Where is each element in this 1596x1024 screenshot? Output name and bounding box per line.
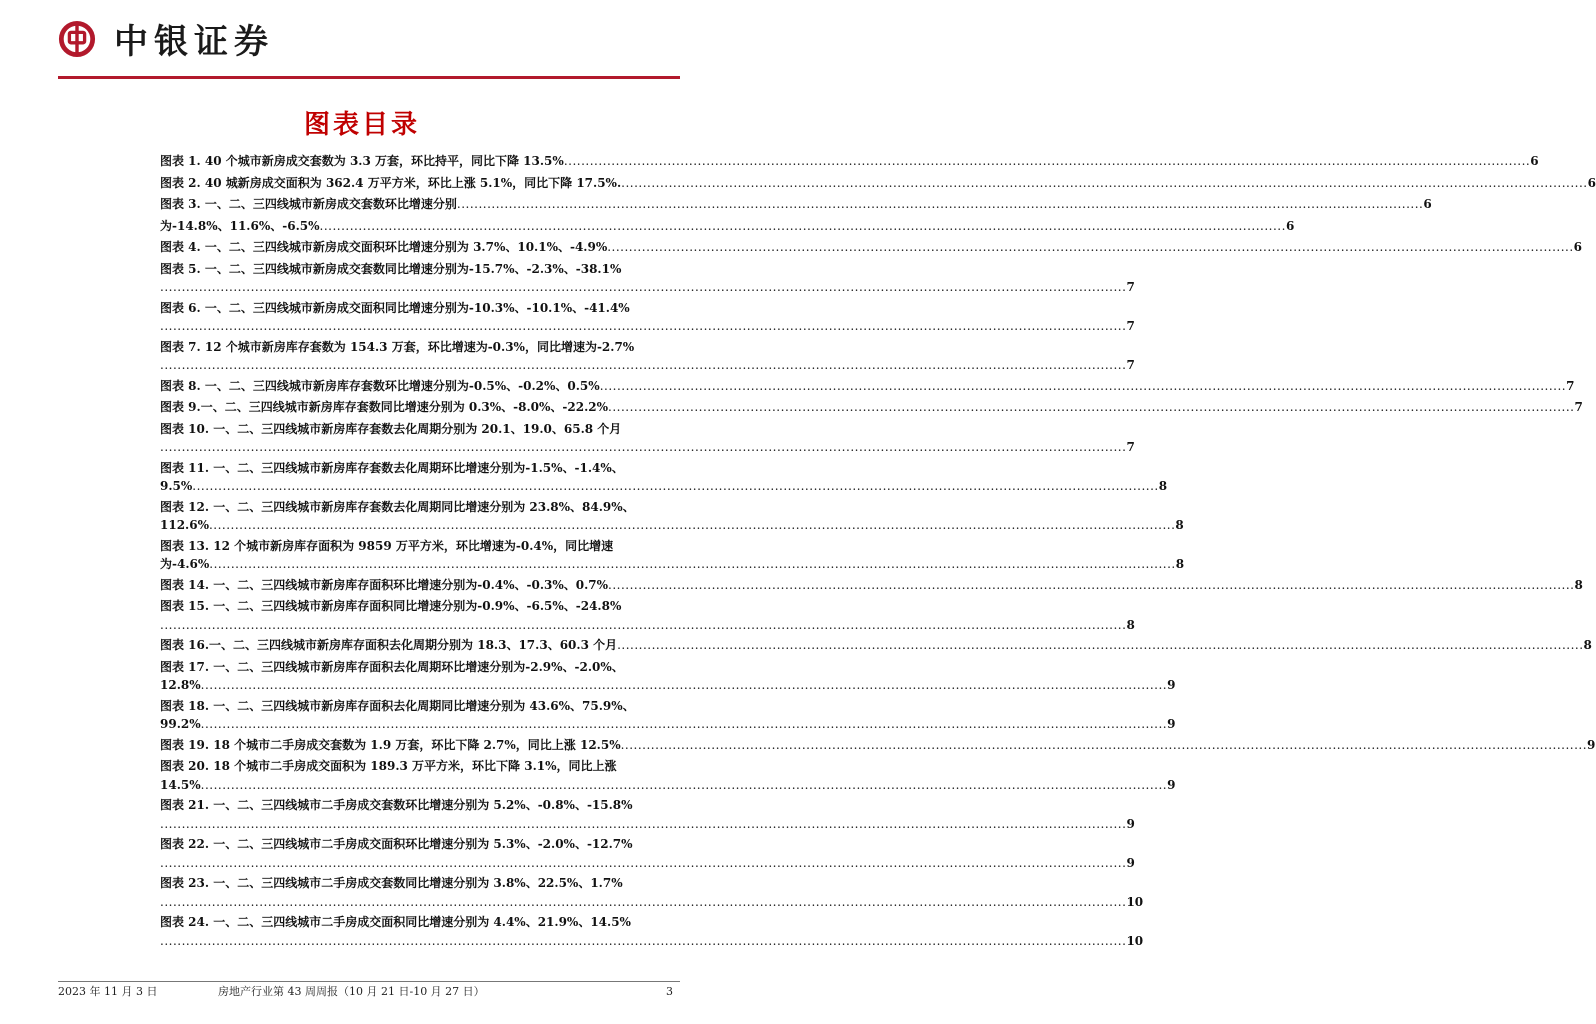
toc-leader-dots — [617, 636, 1583, 655]
toc-entry-text: 图表 15. 一、二、三四线城市新房库存面积同比增速分别为-0.9%、-6.5%、-24.8% — [160, 599, 622, 613]
footer-page-number: 3 — [666, 985, 673, 998]
toc-leader-dots — [192, 477, 1158, 496]
toc-page-number: 10 — [1126, 933, 1144, 948]
brand-name: 中银证券 — [114, 22, 274, 62]
toc-leader-dots — [320, 217, 1286, 236]
toc-entry[interactable] — [160, 217, 1295, 236]
toc-leader-dots — [209, 555, 1175, 574]
toc-page-number: 8 — [1158, 479, 1168, 493]
toc-entry[interactable] — [160, 636, 1592, 655]
toc-entry-text: 图表 1. 40 个城市新房成交套数为 3.3 万套，环比持平，同比下降 13.5% — [160, 154, 564, 168]
toc-leader-dots — [160, 616, 1126, 635]
table-of-figures — [160, 152, 1596, 952]
toc-page-number: 7 — [1126, 280, 1135, 294]
page-header — [0, 0, 724, 80]
toc-entry-text: 图表 11. 一、二、三四线城市新房库存套数去化周期环比增速分别为-1.5%、-1.4%、 — [160, 460, 624, 475]
toc-page-number: 9 — [1587, 737, 1596, 752]
toc-entry-text: 99.2% — [160, 717, 201, 731]
toc-entry[interactable] — [160, 576, 1583, 595]
toc-entry-text: 图表 18. 一、二、三四线城市新房库存面积去化周期同比增速分别为 43.6%、75.9%、 — [160, 698, 635, 713]
footer-divider — [58, 981, 680, 982]
toc-leader-dots — [160, 278, 1126, 297]
toc-entry[interactable] — [160, 835, 1135, 872]
toc-page-number: 8 — [1175, 518, 1184, 532]
toc-page-number: 7 — [1126, 358, 1135, 372]
toc-page-number: 6 — [1423, 197, 1432, 211]
toc-entry-text: 为-14.8%、11.6%、-6.5% — [160, 218, 320, 233]
toc-entry[interactable] — [160, 537, 1185, 574]
toc-page-number: 6 — [1530, 154, 1539, 168]
toc-entry[interactable] — [160, 757, 1176, 794]
toc-leader-dots — [160, 932, 1126, 951]
toc-entry[interactable] — [160, 152, 1539, 171]
toc-entry[interactable] — [160, 238, 1583, 257]
toc-entry-text: 图表 10. 一、二、三四线城市新房库存套数去化周期分别为 20.1、19.0、65.8 个月 — [160, 421, 622, 436]
toc-leader-dots — [564, 152, 1530, 171]
toc-entry[interactable] — [160, 299, 1135, 336]
toc-page-number: 9 — [1126, 816, 1135, 831]
toc-entry-text: 图表 19. 18 个城市二手房成交套数为 1.9 万套，环比下降 2.7%，同比上涨 12.5% — [160, 737, 621, 752]
toc-page-number: 9 — [1167, 717, 1176, 731]
toc-page-number: 7 — [1126, 319, 1135, 333]
toc-entry[interactable] — [160, 459, 1168, 496]
toc-entry[interactable] — [160, 338, 1135, 375]
toc-entry[interactable] — [160, 913, 1144, 950]
toc-leader-dots — [209, 516, 1175, 535]
toc-page-number: 6 — [1573, 240, 1583, 254]
footer-report-title: 房地产行业第 43 周周报（10 月 21 日-10 月 27 日） — [218, 985, 485, 998]
toc-entry-text: 图表 22. 一、二、三四线城市二手房成交面积环比增速分别为 5.3%、-2.0%、-12.7% — [160, 837, 633, 851]
toc-entry-text: 图表 3. 一、二、三四线城市新房成交套数环比增速分别 — [160, 197, 457, 211]
toc-entry-text: 图表 5. 一、二、三四线城市新房成交套数同比增速分别为-15.7%、-2.3%、-38.1% — [160, 261, 622, 276]
toc-page-number: 8 — [1126, 617, 1135, 632]
header-divider — [58, 76, 680, 79]
toc-entry-text: 图表 7. 12 个城市新房库存套数为 154.3 万套，环比增速为-0.3%，同比增速为-2.7% — [160, 339, 635, 354]
toc-entry-text: 图表 8. 一、二、三四线城市新房库存套数环比增速分别为-0.5%、-0.2%、0.5% — [160, 378, 600, 393]
toc-entry-text: 图表 24. 一、二、三四线城市二手房成交面积同比增速分别为 4.4%、21.9%、14.5% — [160, 915, 631, 929]
toc-entry[interactable] — [160, 658, 1176, 695]
toc-entry-text: 图表 20. 18 个城市二手房成交面积为 189.3 万平方米，环比下降 3.1%，同比上涨 — [160, 759, 617, 773]
toc-page-number: 7 — [1566, 378, 1575, 393]
toc-page-number: 9 — [1126, 855, 1135, 870]
toc-leader-dots — [160, 815, 1126, 834]
toc-entry[interactable] — [160, 195, 1432, 214]
toc-entry-text: 9.5% — [160, 479, 193, 493]
toc-page-number: 7 — [1126, 440, 1135, 454]
toc-leader-dots — [201, 776, 1167, 795]
toc-leader-dots — [621, 174, 1587, 193]
toc-entry[interactable] — [160, 377, 1575, 396]
toc-leader-dots — [607, 238, 1573, 257]
toc-entry-text: 图表 2. 40 城新房成交面积为 362.4 万平方米，环比上涨 5.1%，同比下降 17.5%. — [160, 175, 622, 190]
toc-entry[interactable] — [160, 420, 1135, 457]
toc-entry-text: 图表 16.一、二、三四线城市新房库存面积去化周期分别为 18.3、17.3、60.3 个月 — [160, 638, 618, 652]
toc-leader-dots — [160, 854, 1126, 873]
toc-page-number: 9 — [1167, 678, 1176, 692]
toc-entry-text: 14.5% — [160, 777, 201, 792]
toc-leader-dots — [608, 576, 1574, 595]
toc-entry-text: 图表 17. 一、二、三四线城市新房库存面积去化周期环比增速分别为-2.9%、-2.0%、 — [160, 659, 624, 674]
toc-entry-text: 图表 4. 一、二、三四线城市新房成交面积环比增速分别为 3.7%、10.1%、-4.9% — [160, 240, 608, 254]
page-title: 图表目录 — [303, 110, 420, 140]
toc-leader-dots — [160, 356, 1126, 375]
toc-page-number: 6 — [1285, 218, 1295, 233]
toc-leader-dots — [608, 398, 1574, 417]
toc-page-number: 8 — [1175, 557, 1185, 571]
toc-leader-dots — [621, 736, 1587, 755]
toc-leader-dots — [201, 676, 1167, 695]
toc-entry[interactable] — [160, 498, 1184, 535]
toc-leader-dots — [160, 893, 1126, 912]
toc-entry-text: 12.8% — [160, 678, 201, 692]
toc-entry-text: 图表 13. 12 个城市新房库存面积为 9859 万平方米，环比增速为-0.4%，同比增速 — [160, 538, 614, 553]
toc-entry[interactable] — [160, 796, 1135, 833]
toc-entry-text: 图表 21. 一、二、三四线城市二手房成交套数环比增速分别为 5.2%、-0.8%、-15.8% — [160, 798, 633, 812]
toc-entry-text: 图表 14. 一、二、三四线城市新房库存面积环比增速分别为-0.4%、-0.3%、0.7% — [160, 577, 609, 592]
toc-page-number: 6 — [1587, 175, 1596, 190]
footer-date: 2023 年 11 月 3 日 — [58, 985, 158, 998]
toc-entry-text: 图表 6. 一、二、三四线城市新房成交面积同比增速分别为-10.3%、-10.1%、-41.4% — [160, 300, 630, 315]
bank-of-china-logo-icon — [58, 20, 96, 58]
toc-entry[interactable] — [160, 736, 1596, 755]
toc-entry-text: 为-4.6% — [160, 557, 210, 571]
toc-leader-dots — [600, 377, 1566, 396]
toc-entry[interactable] — [160, 260, 1135, 297]
toc-entry-text: 112.6% — [160, 518, 209, 532]
toc-entry[interactable] — [160, 398, 1583, 417]
toc-page-number: 10 — [1126, 894, 1144, 909]
toc-entry[interactable] — [160, 597, 1135, 634]
toc-leader-dots — [160, 438, 1126, 457]
toc-leader-dots — [160, 317, 1126, 336]
toc-page-number: 8 — [1574, 577, 1583, 592]
toc-entry[interactable] — [160, 697, 1176, 734]
toc-entry[interactable] — [160, 874, 1144, 911]
toc-entry[interactable] — [160, 174, 1596, 193]
toc-page-number: 7 — [1574, 400, 1583, 414]
toc-entry-text: 图表 9.一、二、三四线城市新房库存套数同比增速分别为 0.3%、-8.0%、-22.2% — [160, 400, 609, 414]
toc-entry-text: 图表 12. 一、二、三四线城市新房库存套数去化周期同比增速分别为 23.8%、84.9%、 — [160, 499, 635, 514]
toc-page-number: 9 — [1167, 777, 1176, 792]
toc-leader-dots — [457, 195, 1423, 214]
toc-leader-dots — [201, 715, 1167, 734]
toc-entry-text: 图表 23. 一、二、三四线城市二手房成交套数同比增速分别为 3.8%、22.5%、1.7% — [160, 876, 623, 890]
toc-page-number: 8 — [1583, 638, 1592, 652]
